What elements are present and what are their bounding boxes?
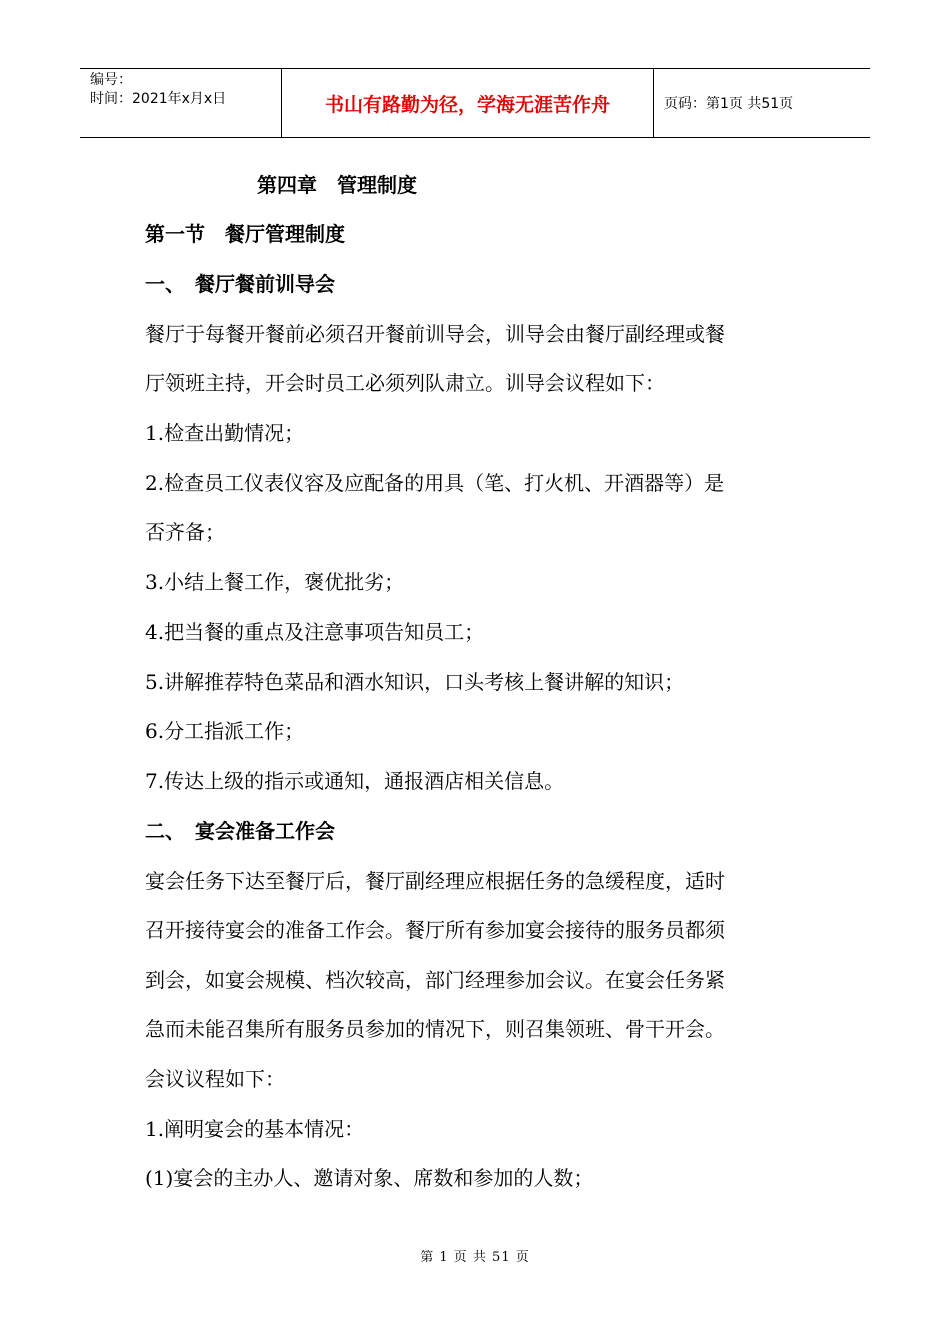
header-motto: 书山有路勤为径，学海无涯苦作舟 — [282, 69, 654, 137]
item-heading-1: 一、 餐厅餐前训导会 — [145, 272, 335, 296]
header-page-info: 页码：第1页 共51页 — [664, 96, 794, 112]
header-meta — [80, 69, 282, 137]
list-item: 2.检查员工仪表仪容及应配备的用具（笔、打火机、开酒器等）是 — [145, 471, 725, 495]
page-header — [80, 68, 870, 138]
list-item: 1.阐明宴会的基本情况： — [145, 1117, 365, 1141]
section-title: 第一节 餐厅管理制度 — [145, 222, 345, 246]
page-footer: 第 1 页 共 51 页 — [420, 1250, 530, 1265]
paragraph-line: 急而未能召集所有服务员参加的情况下，则召集领班、骨干开会。 — [145, 1017, 725, 1041]
document-time-label: 时间：2021年x月x日 — [90, 91, 227, 107]
list-item-continuation: 否齐备； — [145, 520, 225, 544]
paragraph-line: 召开接待宴会的准备工作会。餐厅所有参加宴会接待的服务员都须 — [145, 918, 725, 942]
item-heading-2: 二、 宴会准备工作会 — [145, 819, 335, 843]
list-item: 6.分工指派工作； — [145, 719, 305, 743]
paragraph-line: 宴会任务下达至餐厅后，餐厅副经理应根据任务的急缓程度，适时 — [145, 869, 725, 893]
list-item: 3.小结上餐工作，褒优批劣； — [145, 570, 405, 594]
list-item: 1.检查出勤情况； — [145, 421, 305, 445]
list-item: 4.把当餐的重点及注意事项告知员工； — [145, 620, 485, 644]
paragraph-line: 到会，如宴会规模、档次较高，部门经理参加会议。在宴会任务紧 — [145, 968, 725, 992]
paragraph-line: 厅领班主持，开会时员工必须列队肃立。训导会议程如下： — [145, 371, 665, 395]
paragraph-line: 会议议程如下： — [145, 1067, 285, 1091]
list-item: 7.传达上级的指示或通知，通报酒店相关信息。 — [145, 769, 565, 793]
list-item: (1)宴会的主办人、邀请对象、席数和参加的人数； — [145, 1166, 594, 1190]
paragraph-line: 餐厅于每餐开餐前必须召开餐前训导会，训导会由餐厅副经理或餐 — [145, 322, 725, 346]
chapter-title: 第四章 管理制度 — [257, 173, 417, 197]
document-number-label: 编号： — [90, 72, 132, 88]
list-item: 5.讲解推荐特色菜品和酒水知识，口头考核上餐讲解的知识； — [145, 670, 685, 694]
